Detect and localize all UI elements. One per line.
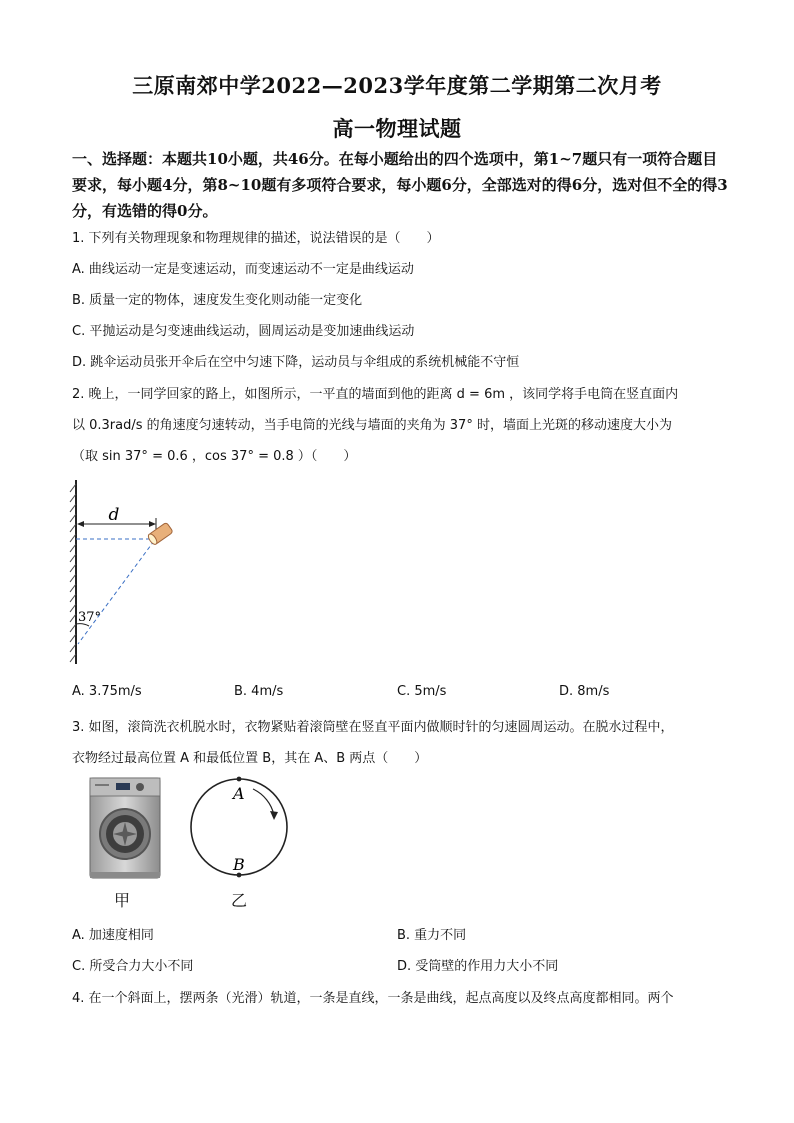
exam-subtitle: 高一物理试题 [332,116,462,141]
q2-option-c: C. 5m/s [397,684,447,699]
q3-option-d: D. 受筒壁的作用力大小不同 [397,959,559,974]
q3-line1: 3. 如图，滚筒洗衣机脱水时，衣物紧贴着滚筒壁在竖直平面内做顺时针的匀速圆周运动。在脱水过程中， [72,720,674,735]
light-beam-line [78,541,154,644]
circle-motion-diagram [186,772,296,882]
q3-line2: 衣物经过最高位置 A 和最低位置 B，其在 A、B 两点（ ） [72,751,428,766]
q2-option-a: A. 3.75m/s [72,684,142,699]
rotation-arc [253,789,274,815]
q4-line1: 4. 在一个斜面上，摆两条（光滑）轨道，一条是直线，一条是曲线，起点高度以及终点高度都相同。两个 [72,991,674,1006]
point-a-dot [237,777,242,782]
distance-label: d [108,505,120,525]
q2-line3: （取 sin 37° = 0.6 ，cos 37° = 0.8 ）（ ） [72,449,357,464]
q2-line2: 以 0.3rad/s 的角速度匀速转动，当手电筒的光线与墙面的夹角为 37° 时，墙面上光斑的移动速度大小为 [72,418,672,433]
angle-label: 37° [78,610,102,625]
exam-title: 三原南郊中学2022—2023学年度第二学期第二次月考 [132,73,662,98]
point-a-label: A [233,784,245,803]
q2-option-b: B. 4m/s [234,684,284,699]
q2-line1: 2. 晚上，一同学回家的路上，如图所示，一平直的墙面到他的距离 d = 6m ，该同学将手电筒在竖直面内 [72,387,679,402]
arrow-head-right [149,521,156,527]
section-instructions: 一、选择题：本题共10小题，共46分。在每小题给出的四个选项中，第1~7题只有一项符合题目要求，每小题4分，第8~10题有多项符合要求，每小题6分，全部选对的得6分，选对但不全的得3分，有选错的得0分。 [72,150,728,220]
q1-option-c: C. 平抛运动是匀变速曲线运动，圆周运动是变加速曲线运动 [72,324,415,339]
washing-machine-image [88,776,162,881]
caption-yi: 乙 [231,891,248,910]
q1-stem: 1. 下列有关物理现象和物理规律的描述，说法错误的是（ ） [72,231,440,246]
q2-option-d: D. 8m/s [559,684,610,699]
q2-figure [62,478,182,668]
q1-option-a: A. 曲线运动一定是变速运动，而变速运动不一定是曲线运动 [72,262,414,277]
caption-jia: 甲 [114,891,131,910]
arrow-head-left [77,521,84,527]
q1-option-d: D. 跳伞运动员张开伞后在空中匀速下降，运动员与伞组成的系统机械能不守恒 [72,355,520,370]
q1-option-b: B. 质量一定的物体，速度发生变化则动能一定变化 [72,293,363,308]
q3-option-c: C. 所受合力大小不同 [72,959,194,974]
q3-option-a: A. 加速度相同 [72,928,154,943]
clockwise-arrow-icon [270,811,278,820]
point-b-label: B [233,855,245,874]
q3-option-b: B. 重力不同 [397,928,467,943]
